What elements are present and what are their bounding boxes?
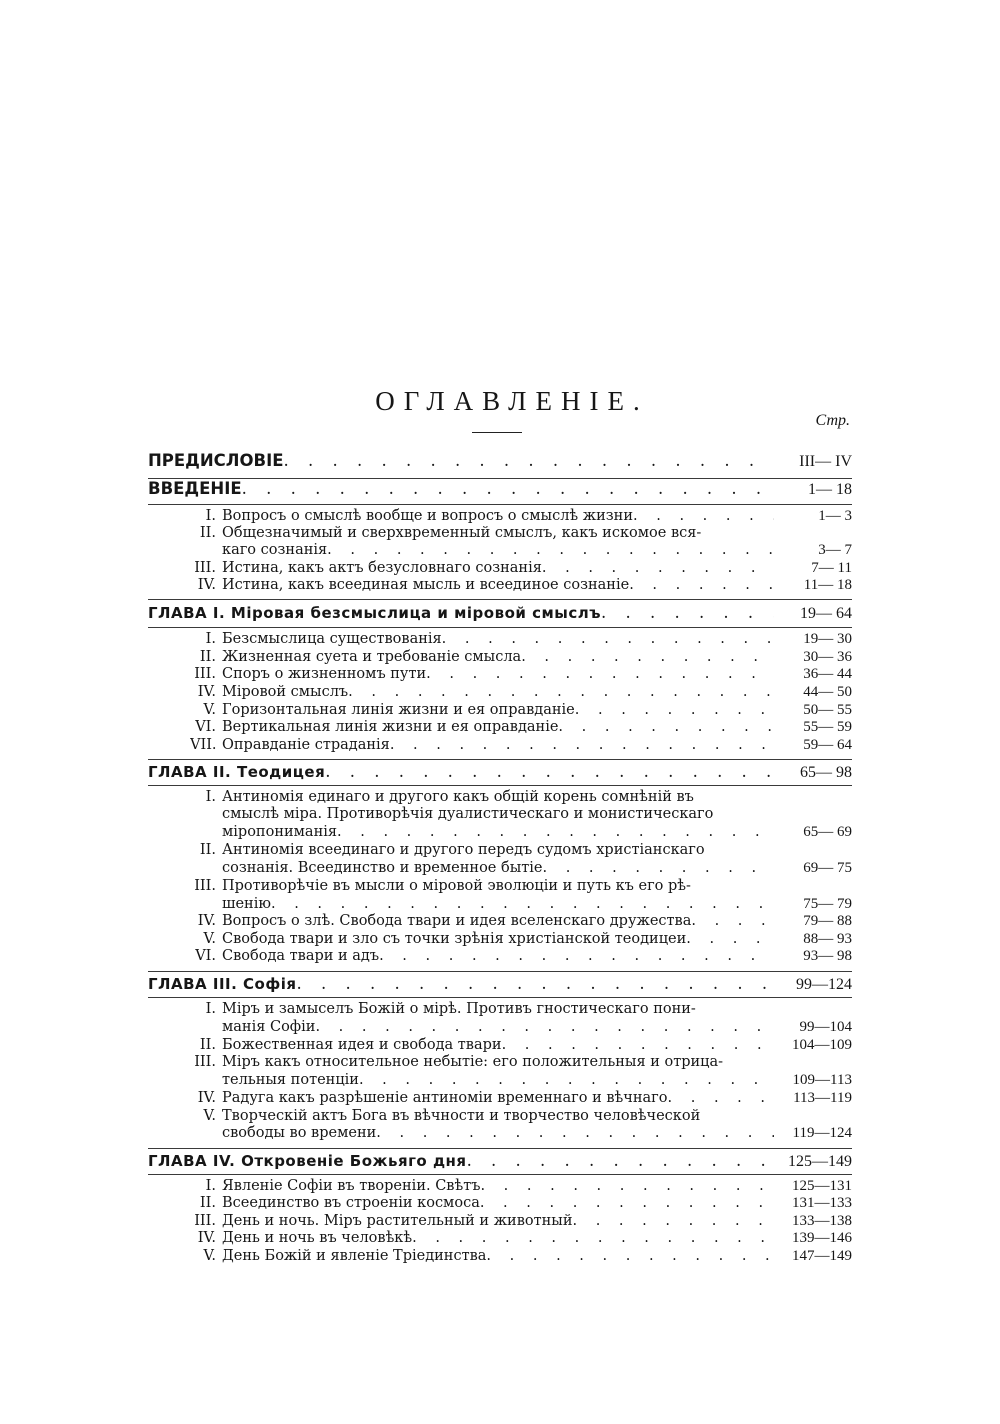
toc-ch1-item-5-numeral: V. xyxy=(203,702,216,718)
leader-dots xyxy=(467,1151,774,1170)
toc-ch1-item-1-numeral: I. xyxy=(205,631,216,647)
page-column-label: Стр. xyxy=(815,412,850,429)
toc-ch4-item-1-pages: 125—131 xyxy=(792,1178,852,1194)
toc-ch1-item-4[interactable] xyxy=(190,684,852,702)
toc-ch4-item-1-numeral: I. xyxy=(205,1178,216,1194)
toc-ch2-item-1-text: смыслѣ міра. Противорѣчія дуалистическаго и монистическаго xyxy=(222,806,714,822)
toc-ch4-item-3[interactable] xyxy=(190,1213,852,1231)
toc-ch2-item-5-text: Свобода твари и зло съ точки зрѣнія христіанской теодицеи xyxy=(222,931,687,947)
toc-ch4-item-1-text: Явленіе Софіи въ твореніи. Свѣтъ xyxy=(222,1178,481,1194)
toc-ch3-item-1[interactable] xyxy=(190,1001,852,1019)
toc-ch2-item-1-cont xyxy=(222,824,852,842)
toc-ch1-item-7-text: Оправданіе страданія xyxy=(222,737,390,753)
toc-ch3-item-5-pages: 119—124 xyxy=(792,1125,852,1141)
leader-dots xyxy=(573,1213,775,1229)
section-divider xyxy=(148,759,852,760)
toc-ch4-item-4-pages: 139—146 xyxy=(792,1230,852,1246)
leader-dots xyxy=(271,896,774,912)
toc-ch3-item-3-text: Міръ какъ относительное небытіе: его положительныя и отрица- xyxy=(222,1054,724,1070)
toc-ch3-item-2-pages: 104—109 xyxy=(792,1037,852,1053)
toc-ch3-item-4-numeral: IV. xyxy=(197,1090,216,1106)
toc-ch4-item-2-numeral: II. xyxy=(199,1195,216,1211)
toc-ch2-item-4-numeral: IV. xyxy=(197,913,216,929)
toc-intro-item-3-pages: 7— 11 xyxy=(811,560,852,576)
toc-ch3-item-3-pages: 109—113 xyxy=(792,1072,852,1088)
section-divider xyxy=(148,971,852,972)
toc-ch3-item-1-text: манія Софіи xyxy=(222,1019,316,1035)
toc-ch1-item-7-numeral: VII. xyxy=(190,737,217,753)
toc-intro-item-2-pages: 3— 7 xyxy=(818,542,852,558)
toc-ch1-item-6[interactable] xyxy=(190,719,852,737)
leader-dots xyxy=(629,577,774,593)
toc-intro-item-1[interactable] xyxy=(190,508,852,526)
section-divider xyxy=(148,599,852,600)
leader-dots xyxy=(521,649,774,665)
toc-chapter-3[interactable] xyxy=(148,974,852,998)
toc-chapter-1-pages: 19— 64 xyxy=(800,605,852,622)
toc-chapter-1[interactable] xyxy=(148,603,852,627)
toc-ch1-item-4-numeral: IV. xyxy=(197,684,216,700)
toc-introduction-label: ВВЕДЕНІЕ xyxy=(148,479,242,498)
toc-ch1-item-4-text: Міровой смыслъ xyxy=(222,684,349,700)
toc-ch2-item-3-text: Противорѣчіе въ мысли о міровой эволюціи и путь къ его рѣ- xyxy=(222,878,691,894)
page-title: ОГЛАВЛЕНІЕ. xyxy=(375,386,649,416)
toc-ch4-item-5-numeral: V. xyxy=(203,1248,216,1264)
toc-intro-item-2-numeral: II. xyxy=(199,525,216,541)
leader-dots xyxy=(337,824,774,840)
toc-ch2-item-6-text: Свобода твари и адъ xyxy=(222,948,380,964)
toc-ch4-item-4-numeral: IV. xyxy=(197,1230,216,1246)
toc-intro-item-3[interactable] xyxy=(190,560,852,578)
toc-intro-item-1-text: Вопросъ о смыслѣ вообще и вопросъ о смыслѣ жизни xyxy=(222,508,634,524)
toc-ch4-item-2-pages: 131—133 xyxy=(792,1195,852,1211)
toc-ch3-item-5[interactable] xyxy=(190,1108,852,1126)
toc-ch3-item-1-cont xyxy=(222,1019,852,1037)
toc-ch2-item-5[interactable] xyxy=(190,931,852,949)
leader-dots xyxy=(315,1019,774,1035)
toc-ch3-item-3-text: тельныя потенціи xyxy=(222,1072,359,1088)
toc-intro-item-3-numeral: III. xyxy=(194,560,216,576)
leader-dots xyxy=(633,508,774,524)
toc-ch2-item-5-pages: 88— 93 xyxy=(803,931,852,947)
toc-chapter-4-pages: 125—149 xyxy=(788,1153,852,1170)
toc-ch4-item-2[interactable] xyxy=(190,1195,852,1213)
toc-ch1-item-4-pages: 44— 50 xyxy=(803,684,852,700)
toc-ch1-item-7-pages: 59— 64 xyxy=(803,737,852,753)
toc-ch2-item-3-numeral: III. xyxy=(194,878,216,894)
toc-intro-item-4-text: Истина, какъ всеединая мысль и всеединое сознаніе xyxy=(222,577,630,593)
toc-ch2-item-2-text: Антиномія всеединаго и другого передъ судомъ христіанскаго xyxy=(222,842,705,858)
toc-intro-item-4[interactable] xyxy=(190,577,852,595)
toc-introduction[interactable] xyxy=(148,479,852,503)
toc-intro-item-2-cont xyxy=(222,542,852,560)
toc-preface[interactable] xyxy=(148,451,852,475)
toc-preface-pages: III— IV xyxy=(799,453,852,470)
leader-dots xyxy=(426,666,774,682)
toc-ch4-item-3-pages: 133—138 xyxy=(792,1213,852,1229)
leader-dots xyxy=(668,1090,774,1106)
toc-intro-item-1-pages: 1— 3 xyxy=(818,508,852,524)
toc-intro-item-2-text: каго сознанія xyxy=(222,542,328,558)
toc-ch1-item-3-text: Споръ о жизненномъ пути xyxy=(222,666,427,682)
toc-chapter-3-label: ГЛАВА III. Софія xyxy=(148,975,297,993)
toc-ch2-item-1-pages: 65— 69 xyxy=(803,824,852,840)
leader-dots xyxy=(325,762,774,781)
toc-ch3-item-4-text: Радуга какъ разрѣшеніе антиноміи временнаго и вѣчнаго xyxy=(222,1090,668,1106)
leader-dots xyxy=(390,737,774,753)
toc-ch4-item-1[interactable] xyxy=(190,1178,852,1196)
toc-ch3-item-1-pages: 99—104 xyxy=(799,1019,852,1035)
toc-ch1-item-5-pages: 50— 55 xyxy=(803,702,852,718)
toc-intro-item-1-numeral: I. xyxy=(205,508,216,524)
leader-dots xyxy=(359,1072,774,1088)
toc-ch4-item-5-text: День Божій и явленіе Тріединства xyxy=(222,1248,487,1264)
toc-ch2-item-6-numeral: VI. xyxy=(195,948,216,964)
leader-dots xyxy=(297,974,774,993)
toc-ch3-item-4[interactable] xyxy=(190,1090,852,1108)
toc-chapter-2-label: ГЛАВА II. Теодицея xyxy=(148,763,326,781)
leader-dots xyxy=(242,479,774,498)
toc-ch2-item-1[interactable] xyxy=(190,789,852,807)
section-divider xyxy=(148,785,852,786)
toc-ch4-item-3-text: День и ночь. Міръ растительный и животный xyxy=(222,1213,573,1229)
toc-introduction-pages: 1— 18 xyxy=(808,481,852,498)
toc-ch1-item-3[interactable] xyxy=(190,666,852,684)
toc-chapter-2-pages: 65— 98 xyxy=(800,764,852,781)
toc-ch2-item-6-pages: 93— 98 xyxy=(803,948,852,964)
section-divider xyxy=(148,504,852,505)
toc-ch1-item-1-pages: 19— 30 xyxy=(803,631,852,647)
toc-ch3-item-2-text: Божественная идея и свобода твари xyxy=(222,1037,502,1053)
leader-dots xyxy=(480,1195,774,1211)
toc-ch1-item-5-text: Горизонтальная линія жизни и ея оправданіе xyxy=(222,702,575,718)
toc-ch3-item-5-numeral: V. xyxy=(203,1108,216,1124)
leader-dots xyxy=(558,719,774,735)
leader-dots xyxy=(502,1037,774,1053)
leader-dots xyxy=(379,948,774,964)
toc-ch1-item-6-numeral: VI. xyxy=(195,719,216,735)
toc-ch1-item-2[interactable] xyxy=(190,649,852,667)
toc-ch2-item-2-cont xyxy=(222,860,852,878)
toc-ch2-item-2-text: сознанія. Всеединство и временное бытіе xyxy=(222,860,543,876)
toc-ch2-item-1-text: міропониманія xyxy=(222,824,338,840)
leader-dots xyxy=(686,931,774,947)
leader-dots xyxy=(376,1125,774,1141)
toc-ch1-item-3-pages: 36— 44 xyxy=(803,666,852,682)
toc-ch2-item-1-cont xyxy=(222,806,852,824)
leader-dots xyxy=(575,702,774,718)
toc-ch4-item-5-pages: 147—149 xyxy=(792,1248,852,1264)
section-divider xyxy=(148,1148,852,1149)
leader-dots xyxy=(327,542,774,558)
toc-ch3-item-5-cont xyxy=(222,1125,852,1143)
toc-chapter-2[interactable] xyxy=(148,762,852,786)
toc-ch2-item-3-text: шенію xyxy=(222,896,271,912)
leader-dots xyxy=(284,451,774,470)
leader-dots xyxy=(486,1248,774,1264)
toc-ch2-item-2[interactable] xyxy=(190,842,852,860)
toc-ch4-item-5[interactable] xyxy=(190,1248,852,1266)
toc-chapter-4[interactable] xyxy=(148,1151,852,1175)
leader-dots xyxy=(480,1178,774,1194)
toc-ch3-item-3-cont xyxy=(222,1072,852,1090)
toc-ch2-item-3-pages: 75— 79 xyxy=(803,896,852,912)
toc-intro-item-3-text: Истина, какъ актъ безусловнаго сознанія xyxy=(222,560,542,576)
toc-ch2-item-4-text: Вопросъ о злѣ. Свобода твари и идея вселенскаго дружества xyxy=(222,913,692,929)
toc-ch3-item-5-text: Творческій актъ Бога въ вѣчности и творчество человѣческой xyxy=(222,1108,701,1124)
toc-ch1-item-6-pages: 55— 59 xyxy=(803,719,852,735)
leader-dots xyxy=(601,603,774,622)
toc-ch4-item-3-numeral: III. xyxy=(194,1213,216,1229)
toc-ch1-item-1-text: Безсмыслица существованія xyxy=(222,631,442,647)
toc-ch2-item-1-text: Антиномія единаго и другого какъ общій корень сомнѣній въ xyxy=(222,789,694,805)
toc-ch1-item-3-numeral: III. xyxy=(194,666,216,682)
toc-ch1-item-1[interactable] xyxy=(190,631,852,649)
leader-dots xyxy=(348,684,774,700)
toc-ch2-item-6[interactable] xyxy=(190,948,852,966)
toc-ch3-item-1-numeral: I. xyxy=(205,1001,216,1017)
toc-intro-item-4-numeral: IV. xyxy=(197,577,216,593)
leader-dots xyxy=(691,913,774,929)
toc-chapter-4-label: ГЛАВА IV. Откровеніе Божьяго дня xyxy=(148,1152,467,1170)
toc-ch3-item-2[interactable] xyxy=(190,1037,852,1055)
toc-ch3-item-3[interactable] xyxy=(190,1054,852,1072)
toc-ch1-item-2-pages: 30— 36 xyxy=(803,649,852,665)
toc-ch1-item-5[interactable] xyxy=(190,702,852,720)
toc-ch1-item-2-text: Жизненная суета и требованіе смысла xyxy=(222,649,522,665)
title-rule xyxy=(472,432,522,433)
toc-ch2-item-2-numeral: II. xyxy=(199,842,216,858)
toc-ch2-item-4[interactable] xyxy=(190,913,852,931)
leader-dots xyxy=(442,631,774,647)
toc-ch2-item-4-pages: 79— 88 xyxy=(803,913,852,929)
toc-ch3-item-1-text: Міръ и замыселъ Божій о мірѣ. Противъ гностическаго пони- xyxy=(222,1001,696,1017)
toc-intro-item-2[interactable] xyxy=(190,525,852,543)
toc-ch4-item-4-text: День и ночь въ человѣкѣ xyxy=(222,1230,413,1246)
toc-chapter-3-pages: 99—124 xyxy=(796,976,852,993)
toc-ch1-item-7[interactable] xyxy=(190,737,852,755)
toc-ch1-item-2-numeral: II. xyxy=(199,649,216,665)
leader-dots xyxy=(542,560,774,576)
toc-ch3-item-3-numeral: III. xyxy=(194,1054,216,1070)
toc-ch2-item-3[interactable] xyxy=(190,878,852,896)
toc-ch2-item-2-pages: 69— 75 xyxy=(803,860,852,876)
toc-chapter-1-label: ГЛАВА I. Міровая безсмыслица и міровой смыслъ xyxy=(148,604,601,622)
toc-ch3-item-2-numeral: II. xyxy=(199,1037,216,1053)
leader-dots xyxy=(543,860,775,876)
toc-ch3-item-5-text: свободы во времени xyxy=(222,1125,377,1141)
leader-dots xyxy=(412,1230,774,1246)
toc-preface-label: ПРЕДИСЛОВІЕ xyxy=(148,451,284,470)
section-divider xyxy=(148,997,852,998)
toc-ch1-item-6-text: Вертикальная линія жизни и ея оправданіе xyxy=(222,719,559,735)
toc-ch4-item-2-text: Всеединство въ строеніи космоса xyxy=(222,1195,480,1211)
section-divider xyxy=(148,627,852,628)
toc-ch4-item-4[interactable] xyxy=(190,1230,852,1248)
toc-ch2-item-3-cont xyxy=(222,896,852,914)
toc-ch3-item-4-pages: 113—119 xyxy=(793,1090,852,1106)
toc-intro-item-2-text: Общезначимый и сверхвременный смыслъ, какъ искомое вся- xyxy=(222,525,702,541)
section-divider xyxy=(148,1174,852,1175)
toc-ch2-item-1-numeral: I. xyxy=(205,789,216,805)
toc-intro-item-4-pages: 11— 18 xyxy=(803,577,852,593)
toc-ch2-item-5-numeral: V. xyxy=(203,931,216,947)
